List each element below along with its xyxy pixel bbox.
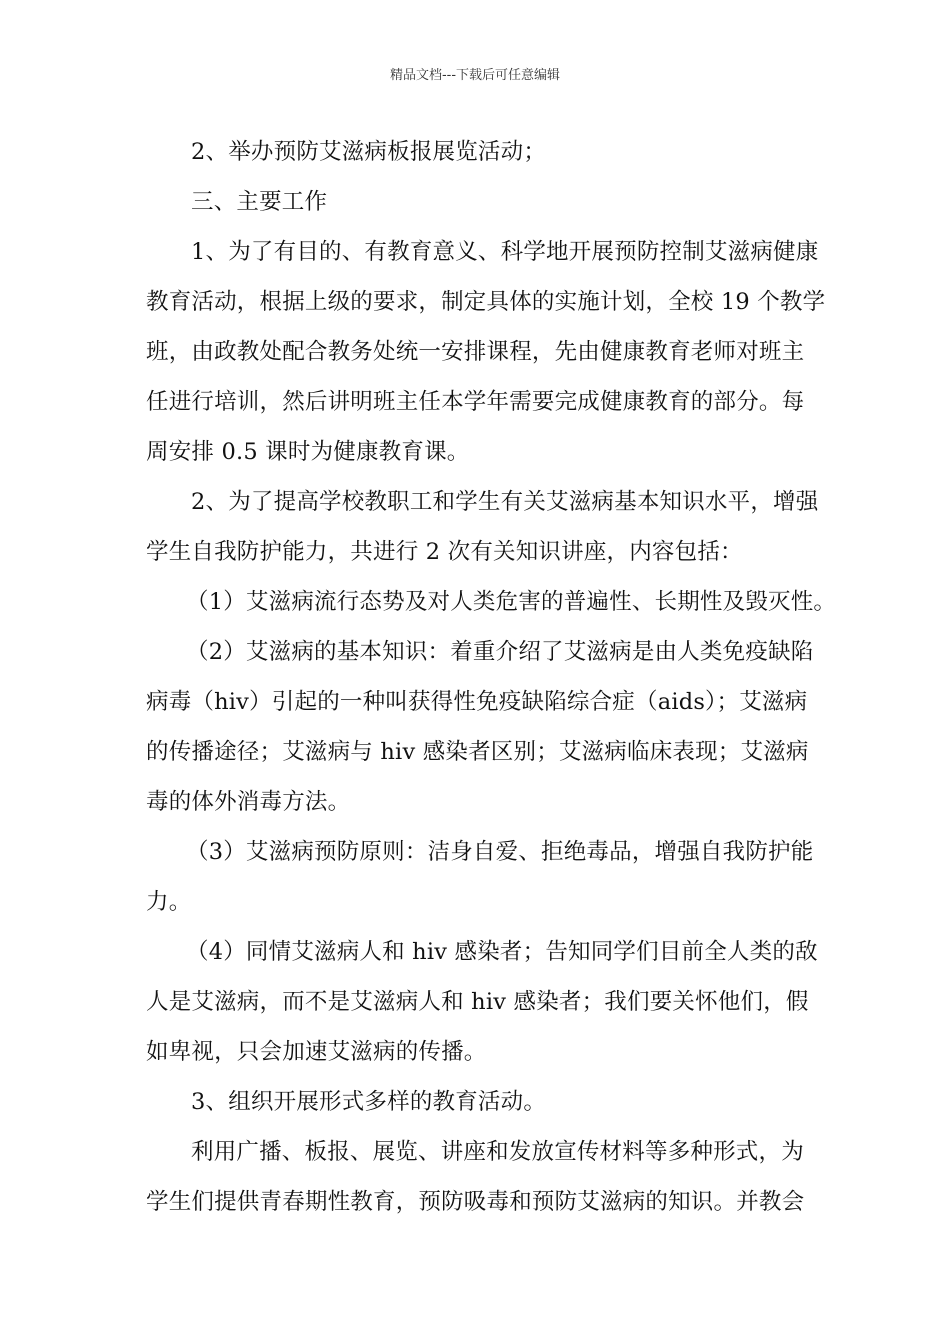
paragraph-line: 病毒（hiv）引起的一种叫获得性免疫缺陷综合症（aids）；艾滋病: [146, 689, 808, 715]
paragraph-line: 人是艾滋病，而不是艾滋病人和 hiv 感染者；我们要关怀他们，假: [146, 989, 809, 1015]
paragraph-line: 力。: [146, 889, 192, 915]
paragraph-line: 如卑视，只会加速艾滋病的传播。: [146, 1039, 487, 1065]
paragraph-line: 学生自我防护能力，共进行 2 次有关知识讲座，内容包括：: [146, 539, 743, 565]
list-item: （2）艾滋病的基本知识：着重介绍了艾滋病是由人类免疫缺陷: [186, 639, 814, 665]
paragraph-line: 毒的体外消毒方法。: [146, 789, 351, 815]
page-header: 精品文档---下载后可任意编辑: [389, 68, 561, 83]
paragraph-line: 班，由政教处配合教务处统一安排课程，先由健康教育老师对班主: [146, 339, 805, 365]
list-item: （3）艾滋病预防原则：洁身自爱、拒绝毒品，增强自我防护能: [186, 839, 814, 865]
paragraph-line: 的传播途径；艾滋病与 hiv 感染者区别；艾滋病临床表现；艾滋病: [146, 739, 809, 765]
paragraph-line: 教育活动，根据上级的要求，制定具体的实施计划，全校 19 个教学: [146, 289, 826, 315]
paragraph-line: 周安排 0.5 课时为健康教育课。: [146, 439, 470, 465]
paragraph-line: 学生们提供青春期性教育，预防吸毒和预防艾滋病的知识。并教会: [146, 1189, 805, 1215]
paragraph-line: 1、为了有目的、有教育意义、科学地开展预防控制艾滋病健康: [191, 239, 819, 265]
paragraph-line: 利用广播、板报、展览、讲座和发放宣传材料等多种形式，为: [191, 1139, 804, 1165]
list-item: （1）艾滋病流行态势及对人类危害的普遍性、长期性及毁灭性。: [186, 589, 837, 615]
paragraph-line: 2、为了提高学校教职工和学生有关艾滋病基本知识水平，增强: [191, 489, 819, 515]
section-heading: 三、主要工作: [191, 189, 328, 215]
paragraph-line: 任进行培训，然后讲明班主任本学年需要完成健康教育的部分。每: [146, 389, 805, 415]
document-body: [146, 127, 837, 1227]
list-item: （4）同情艾滋病人和 hiv 感染者；告知同学们目前全人类的敌: [186, 939, 818, 965]
paragraph-line: 2、举办预防艾滋病板报展览活动；: [191, 139, 547, 165]
paragraph-line: 3、组织开展形式多样的教育活动。: [191, 1089, 547, 1115]
